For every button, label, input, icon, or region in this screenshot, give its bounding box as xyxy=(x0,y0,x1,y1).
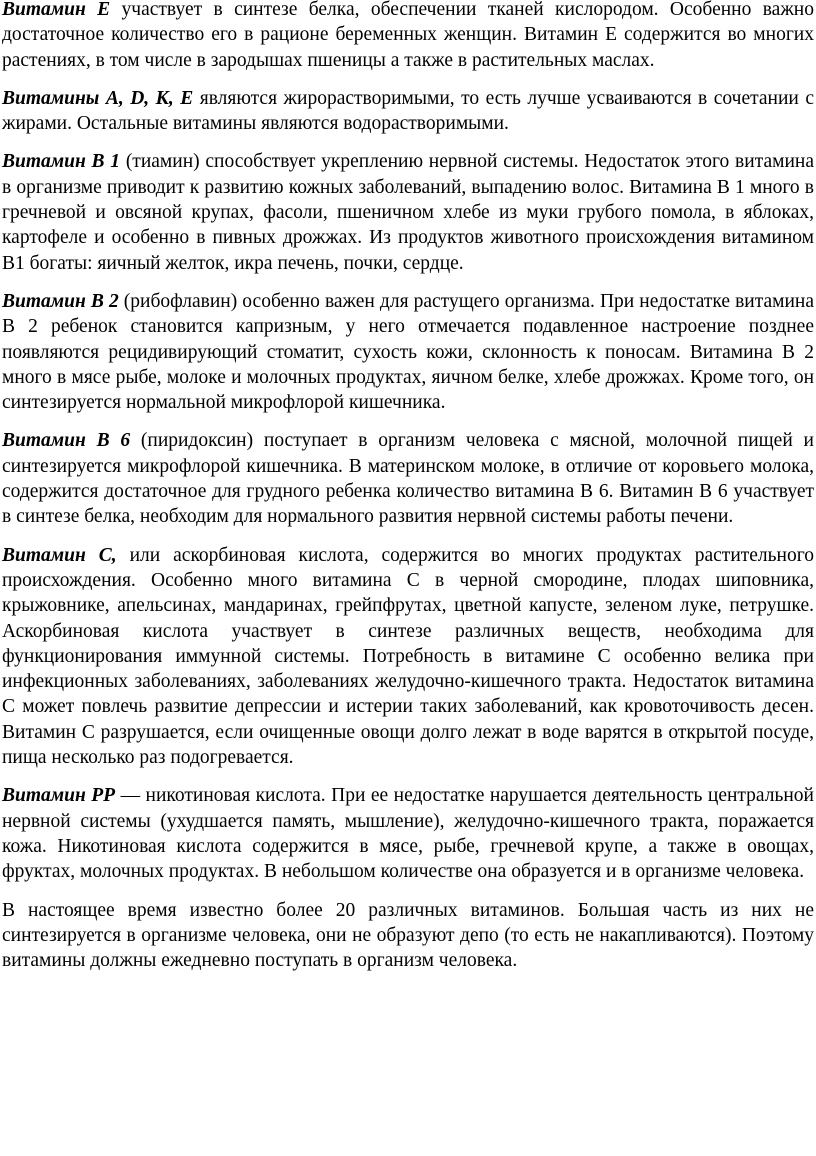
term-vitamin-e: Витамин Е xyxy=(2,0,111,20)
text-vitamin-e: участвует в синтезе белка, обеспечении тканей кислородом. Особенно важно достаточное количество его в рационе беременных женщин. Витамин Е содержится во многих растениях, в том числе в зародышах пшеницы а также в растительных маслах. xyxy=(2,0,814,71)
paragraph-conclusion xyxy=(2,898,814,974)
paragraph-vitamin-pp xyxy=(2,783,814,884)
text-conclusion: В настоящее время известно более 20 различных витаминов. Большая часть из них не синтезируется в организме человека, они не образуют депо (то есть не накапливаются). Поэтому витамины должны ежедневно поступать в организм человека. xyxy=(2,899,814,972)
text-vitamin-b1: (тиамин) способствует укреплению нервной системы. Недостаток этого витамина в организме приводит к развитию кожных заболеваний, выпадению волос. Витамина В 1 много в гречневой и овсяной крупах, фасоли, пшеничном хлебе из муки грубого помола, в яблоках, картофеле и особенно в пивных дрожжах. Из продуктов животного происхождения витамином В1 богаты: яичный желток, икра печень, почки, сердце. xyxy=(2,151,814,274)
term-vitamin-c: Витамин С, xyxy=(2,544,117,566)
paragraph-fat-soluble-vitamins xyxy=(2,86,814,137)
paragraph-vitamin-e xyxy=(2,0,814,73)
term-vitamin-pp: Витамин РР xyxy=(2,785,116,807)
paragraph-vitamin-b2 xyxy=(2,289,814,415)
text-vitamin-b6: (пиридоксин) поступает в организм человека с мясной, молочной пищей и синтезируется микрофлорой кишечника. В материнском молоке, в отличие от коровьего молока, содержится достаточное для грудного ребенка количество витамина В 6. Витамин В 6 участвует в синтезе белка, необходим для нормального развития нервной системы работы печени. xyxy=(2,430,814,528)
text-fat-soluble-vitamins: являются жирорастворимыми, то есть лучше усваиваются в сочетании с жирами. Остальные витамины являются водорастворимыми. xyxy=(2,87,814,135)
paragraph-vitamin-c xyxy=(2,543,814,771)
term-vitamin-b2: Витамин В 2 xyxy=(2,290,119,312)
text-vitamin-c: или аскорбиновая кислота, содержится во многих продуктах растительного происхождения. Особенно много витамина С в черной смородине, плодах шиповника, крыжовнике, апельсинах, мандаринах, грейпфрутах, цветной капусте, зеленом луке, петрушке. Аскорбиновая кислота участвует в синтезе различных веществ, необходима для функционирования иммунной системы. Потребность в витамине С особенно велика при инфекционных заболеваниях, заболеваниях желудочно-кишечного тракта. Недостаток витамина С может повлечь развитие депрессии и истерии таких заболеваний, как кровоточивость десен. Витамин С разрушается, если очищенные овощи долго лежат в воде варятся в открытой посуде, пища несколько раз подогревается. xyxy=(2,544,815,769)
term-vitamin-b6: Витамин В 6 xyxy=(2,430,131,452)
text-vitamin-pp: — никотиновая кислота. При ее недостатке нарушается деятельность центральной нервной системы (ухудшается память, мышление), желудочно-кишечного тракта, поражается кожа. Никотиновая кислота содержится в мясе, рыбе, гречневой крупе, а также в овощах, фруктах, молочных продуктах. В небольшом количестве она образуется и в организме человека. xyxy=(2,785,814,883)
term-fat-soluble-vitamins: Витамины A, D, К, Е xyxy=(2,87,194,109)
paragraph-vitamin-b6 xyxy=(2,428,814,529)
paragraph-vitamin-b1 xyxy=(2,149,814,275)
text-vitamin-b2: (рибофлавин) особенно важен для растущего организма. При недостатке витамина В 2 ребенок становится капризным, у него отмечается подавленное настроение позднее появляются рецидивирующий стоматит, сухость кожи, склонность к поносам. Витамина В 2 много в мясе рыбе, молоке и молочных продуктах, яичном белке, хлебе дрожжах. Кроме того, он синтезируется нормальной микрофлорой кишечника. xyxy=(2,290,814,414)
term-vitamin-b1: Витамин В 1 xyxy=(2,151,121,173)
